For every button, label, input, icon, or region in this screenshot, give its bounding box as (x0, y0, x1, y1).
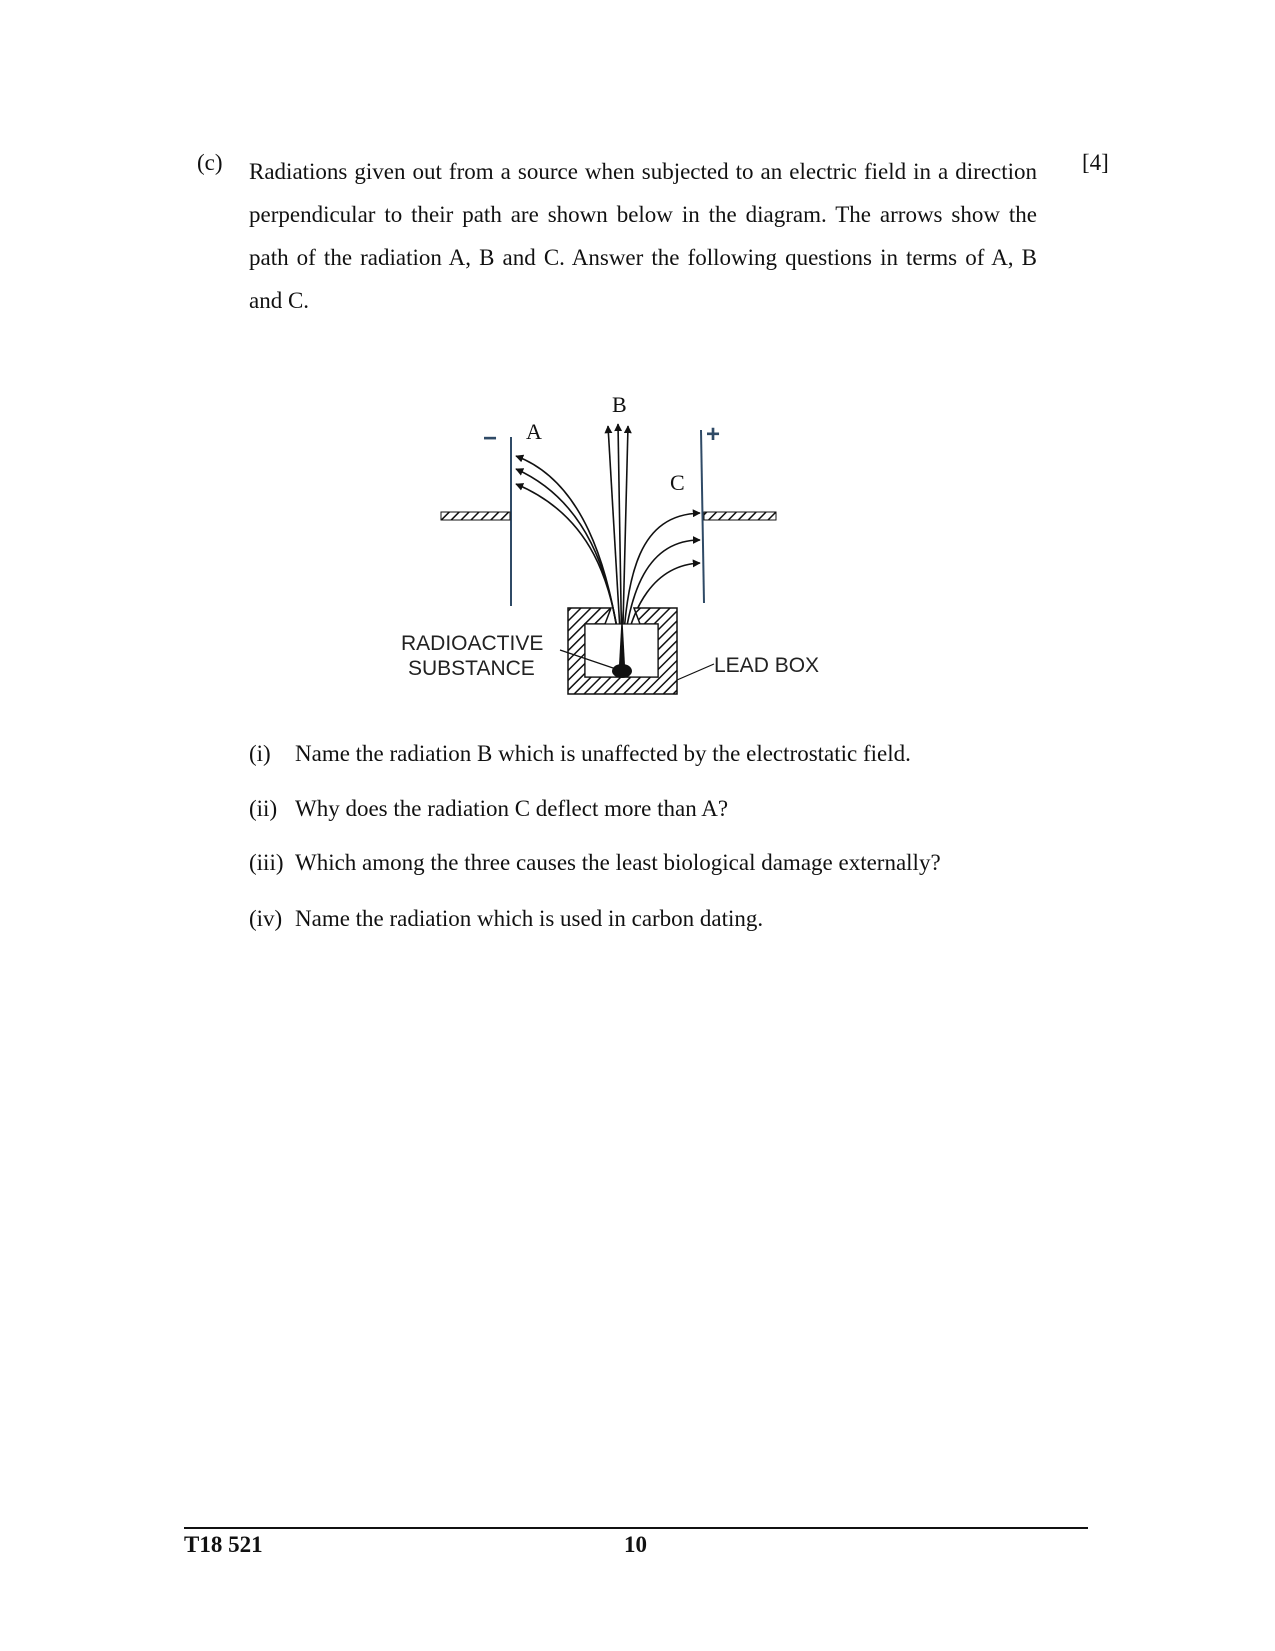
paper-code: T18 521 (184, 1532, 263, 1557)
sub-question-number: (i) (249, 741, 271, 766)
negative-plate (441, 425, 511, 606)
lead-box (568, 608, 677, 694)
sub-question-number: (iii) (249, 850, 284, 875)
radioactive-source (612, 664, 632, 678)
positive-plate (701, 421, 776, 603)
sub-question-text: Name the radiation B which is unaffected by the electrostatic field. (295, 741, 911, 766)
minus-sign: − (483, 425, 498, 452)
label-lead-box: LEAD BOX (714, 654, 820, 677)
label-b: B (612, 392, 627, 417)
label-radioactive: RADIOACTIVE (401, 632, 544, 655)
sub-question-text: Why does the radiation C deflect more than A? (295, 796, 729, 821)
page-number: 10 (624, 1532, 647, 1557)
sub-question-number: (iv) (249, 906, 283, 931)
footer-divider (184, 1527, 1088, 1529)
label-c: C (670, 470, 685, 495)
question-marks: [4] (1082, 150, 1109, 175)
sub-question-text: Which among the three causes the least biological damage externally? (295, 850, 941, 875)
sub-question-number: (ii) (249, 796, 278, 821)
sub-question-iv (249, 906, 763, 932)
lead-box-leader-line (677, 664, 714, 680)
plus-sign: + (706, 421, 721, 448)
question-label: (c) (197, 150, 223, 175)
sub-question-i (249, 741, 911, 767)
sub-question-iii (249, 850, 941, 876)
sub-question-text: Name the radiation which is used in carbon dating. (295, 906, 764, 931)
sub-question-ii (249, 796, 728, 822)
question-stem: Radiations given out from a source when subjected to an electric field in a direction perpendicular to their path are shown below in the diagram. The arrows show the path of the radiation A, B and C. Answer the following questions in terms of A, B and C. (249, 159, 1037, 313)
label-a: A (526, 419, 542, 444)
label-substance: SUBSTANCE (408, 657, 535, 680)
